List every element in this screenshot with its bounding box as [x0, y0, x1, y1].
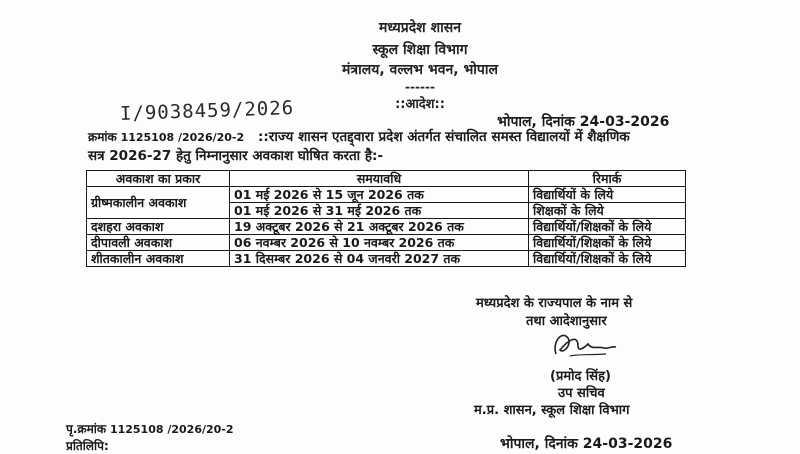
table-header-row [87, 171, 686, 187]
on-behalf-of-governor: मध्यप्रदेश के राज्यपाल के नाम से [476, 296, 633, 311]
column-header-period: समयावधि [230, 171, 529, 187]
signatory-department: म.प्र. शासन, स्कूल शिक्षा विभाग [474, 403, 630, 418]
table-cell-remark: विद्यार्थियों/शिक्षकों के लिये [529, 219, 686, 235]
order-number-label: क्रमांक [88, 130, 117, 144]
table-cell-type: दीपावली अवकाश [87, 235, 230, 251]
table-row [87, 187, 686, 203]
header-department: स्कूल शिक्षा विभाग [372, 42, 468, 58]
column-header-remark: रिमार्क [529, 171, 686, 187]
table-row [87, 251, 686, 267]
copy-to-label: प्रतिलिपि: [66, 439, 109, 453]
table-cell-type: दशहरा अवकाश [87, 219, 230, 235]
table-cell-type: ग्रीष्मकालीन अवकाश [87, 187, 230, 219]
table-cell-remark: विद्यार्थियों/शिक्षकों के लिये [529, 235, 686, 251]
table-cell-period: 01 मई 2026 से 31 मई 2026 तक [230, 203, 529, 219]
endorsement-number [66, 420, 234, 437]
header-government: मध्यप्रदेश शासन [379, 20, 461, 36]
table-cell-period: 01 मई 2026 से 15 जून 2026 तक [230, 187, 529, 203]
signatory-name: (प्रमोद सिंह) [550, 369, 611, 384]
endorsement-number-value: 1125108 /2026/20-2 [109, 423, 234, 436]
table-cell-type: शीतकालीन अवकाश [87, 251, 230, 267]
table-cell-remark: विद्यार्थियों/शिक्षकों के लिये [529, 251, 686, 267]
order-number [88, 128, 244, 145]
endorsement-date: भोपाल, दिनांक 24-03-2026 [500, 436, 673, 452]
endorsement-number-label: पृ.क्रमांक [66, 422, 107, 436]
order-body-line-2: सत्र 2026-27 हेतु निम्नानुसार अवकाश घोषित करता है:- [88, 148, 384, 164]
header-divider: ------ [405, 80, 435, 94]
order-number-value: 1125108 /2026/20-2 [120, 131, 245, 144]
as-ordered: तथा आदेशानुसार [526, 314, 607, 329]
table-cell-period: 31 दिसम्बर 2026 से 04 जनवरी 2027 तक [230, 251, 529, 267]
column-header-type: अवकाश का प्रकार [87, 171, 230, 187]
table-row [87, 219, 686, 235]
issue-date: भोपाल, दिनांक 24-03-2026 [497, 114, 670, 130]
table-cell-period: 19 अक्टूबर 2026 से 21 अक्टूबर 2026 तक [230, 219, 529, 235]
table-cell-remark: विद्यार्थियों के लिये [529, 187, 686, 203]
header-address: मंत्रालय, वल्लभ भवन, भोपाल [342, 62, 498, 78]
holiday-table [86, 170, 686, 267]
table-row [87, 235, 686, 251]
signature-scribble [548, 324, 618, 364]
order-heading: ::आदेश:: [395, 97, 445, 112]
handwritten-file-number: I/9038459/2026 [119, 96, 295, 126]
table-cell-remark: शिक्षकों के लिये [529, 203, 686, 219]
table-cell-period: 06 नवम्बर 2026 से 10 नवम्बर 2026 तक [230, 235, 529, 251]
signatory-designation: उप सचिव [558, 386, 605, 401]
order-body-line-1: ::राज्य शासन एतद्द्वारा प्रदेश अंतर्गत संचालित समस्त विद्यालयों में शैक्षणिक [258, 129, 630, 145]
